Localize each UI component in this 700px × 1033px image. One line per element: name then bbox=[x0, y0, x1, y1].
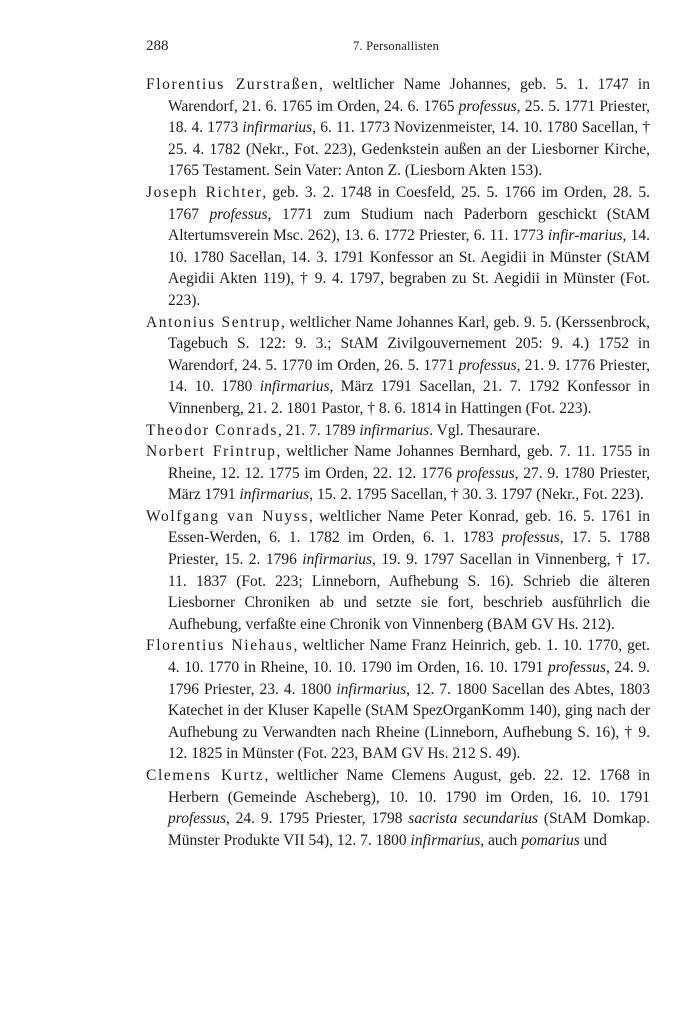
entry-text: , weltlicher Name Johannes Karl, geb. 9. 5. (Kerssenbrock, Tagebuch S. 122: 9. 3.; StAM Zivilgouvernement 205: 9. 4.) 1752 in Warendorf, 24. 5. 1770 im Orden, 26. 5. 1771 bbox=[168, 313, 651, 374]
entry-text: (StAM Domkap. Münster Produkte VII 54), 12. 7. 1800 bbox=[168, 810, 651, 849]
latin-term: professus bbox=[168, 810, 226, 828]
running-header bbox=[146, 38, 646, 58]
latin-term: professus bbox=[456, 464, 515, 482]
entry-text: , März 1791 Sacellan, 21. 7. 1792 Konfessor in Vinnenberg, 21. 2. 1801 Pastor, † 8. 6. 1814 in Hattingen (Fot. 223). bbox=[168, 378, 650, 417]
latin-term: pomarius bbox=[521, 831, 580, 849]
latin-term: professus bbox=[458, 97, 517, 115]
entry-name: Joseph Richter bbox=[146, 183, 263, 201]
entry-text: , 24. 9. 1796 Priester, 23. 4. 1800 bbox=[168, 659, 651, 698]
latin-term: professus bbox=[209, 205, 268, 223]
latin-term: infirmarius bbox=[410, 831, 481, 849]
list-entry bbox=[146, 506, 650, 636]
latin-term: infir-marius bbox=[547, 227, 623, 245]
page-number: 288 bbox=[146, 38, 169, 54]
list-entry bbox=[146, 765, 650, 851]
entry-name: Antonius Sentrup bbox=[146, 313, 281, 331]
list-entry bbox=[146, 312, 650, 420]
personnel-list bbox=[146, 74, 650, 851]
entry-text: , 25. 5. 1771 Priester, 18. 4. 1773 bbox=[168, 97, 650, 137]
entry-name: Norbert Frintrup bbox=[146, 443, 277, 461]
entry-name: Theodor Conrads bbox=[146, 421, 279, 439]
list-entry bbox=[146, 182, 650, 312]
latin-term: infirmarius bbox=[239, 486, 310, 504]
entry-text: , 1771 zum Studium nach Paderborn geschickt (StAM Altertumsverein Msc. 262), 13. 6. 1772 Priester, 6. 11. 1773 bbox=[168, 205, 650, 245]
list-entry bbox=[146, 441, 650, 506]
entry-text: . Vgl. Thesaurare. bbox=[429, 421, 541, 439]
entry-text: , 6. 11. 1773 Novizenmeister, 14. 10. 1780 Sacellan, † 25. 4. 1782 (Nekr., Fot. 223), Gedenkstein außen an der Liesborner Kirche, 1765 Testament. Sein Vater: Anton Z. (Liesborn Akten 153). bbox=[168, 119, 651, 180]
entry-text: , 19. 9. 1797 Sacellan in Vinnenberg, † 17. 11. 1837 (Fot. 223; Linneborn, Aufhebung S. 16). Schrieb die älteren Liesborner Chroniken ab und setzte sie fort, beschrieb ausführlich die Aufhebung, verfaßte eine Chronik von Vinnenberg (BAM GV Hs. 212). bbox=[168, 551, 650, 633]
entry-text: , weltlicher Name Johannes, geb. 5. 1. 1747 in Warendorf, 21. 6. 1765 im Orden, 24. 6. 1765 bbox=[168, 76, 650, 115]
latin-term: infirmarius bbox=[359, 421, 430, 439]
entry-text: , weltlicher Name Franz Heinrich, geb. 1. 10. 1770, get. 4. 10. 1770 in Rheine, 10. 10. 1790 im Orden, 16. 10. 1791 bbox=[168, 637, 650, 677]
entry-text: und bbox=[579, 831, 607, 849]
entry-text: , 21. 7. 1789 bbox=[278, 421, 360, 439]
latin-term: sacrista secundarius bbox=[408, 810, 539, 828]
latin-term: professus bbox=[458, 356, 517, 374]
latin-term: infirmarius bbox=[242, 119, 313, 137]
section-title: 7. Personallisten bbox=[352, 39, 440, 53]
entry-text: , 17. 5. 1788 Priester, 15. 2. 1796 bbox=[168, 529, 651, 569]
list-entry bbox=[146, 74, 650, 182]
entry-text: , weltlicher Name Clemens August, geb. 22. 12. 1768 in Herbern (Gemeinde Ascheberg), 10. 10. 1790 im Orden, 16. 10. 1791 bbox=[168, 767, 650, 806]
latin-term: professus bbox=[547, 659, 606, 677]
entry-text: , 27. 9. 1780 Priester, März 1791 bbox=[168, 464, 650, 504]
list-entry bbox=[146, 420, 650, 442]
entry-text: , 12. 7. 1800 Sacellan des Abtes, 1803 Katechet in der Kluser Kapelle (StAM SpezOrganKomm 140), ging nach der Aufhebung zu Verwandten nach Rheine (Linneborn, Aufhebung S. 16), † 9. 12. 1825 in Münster (Fot. 223, BAM GV Hs. 212 S. 49). bbox=[168, 680, 650, 763]
entry-name: Florentius Niehaus bbox=[146, 637, 294, 655]
entry-name: Florentius Zurstraßen bbox=[146, 76, 319, 93]
entry-name: Clemens Kurtz bbox=[146, 767, 265, 784]
latin-term: infirmarius bbox=[336, 680, 407, 698]
latin-term: infirmarius bbox=[302, 551, 373, 569]
entry-text: , 14. 10. 1780 Sacellan, 14. 3. 1791 Konfessor an St. Aegidii in Münster (StAM Aegidii Akten 119), † 9. 4. 1797, begraben zu St. Aegidii in Münster (Fot. 223). bbox=[168, 227, 650, 309]
entry-name: Wolfgang van Nuyss bbox=[146, 507, 310, 525]
entry-text: , auch bbox=[480, 831, 522, 849]
entry-text: , 24. 9. 1795 Priester, 1798 bbox=[226, 810, 409, 828]
entry-text: , 21. 9. 1776 Priester, 14. 10. 1780 bbox=[168, 356, 650, 396]
entry-text: , 15. 2. 1795 Sacellan, † 30. 3. 1797 (Nekr., Fot. 223). bbox=[309, 486, 644, 504]
entry-text: , weltlicher Name Johannes Bernhard, geb. 7. 11. 1755 in Rheine, 12. 12. 1775 im Orden, 22. 12. 1776 bbox=[168, 443, 650, 482]
latin-term: professus bbox=[501, 529, 560, 547]
latin-term: infirmarius bbox=[259, 378, 330, 396]
list-entry bbox=[146, 635, 650, 765]
entry-text: , weltlicher Name Peter Konrad, geb. 16. 5. 1761 in Essen-Werden, 6. 1. 1782 im Orden, 6. 1. 1783 bbox=[168, 507, 650, 547]
entry-text: , geb. 3. 2. 1748 in Coesfeld, 25. 5. 1766 im Orden, 28. 5. 1767 bbox=[168, 183, 650, 223]
